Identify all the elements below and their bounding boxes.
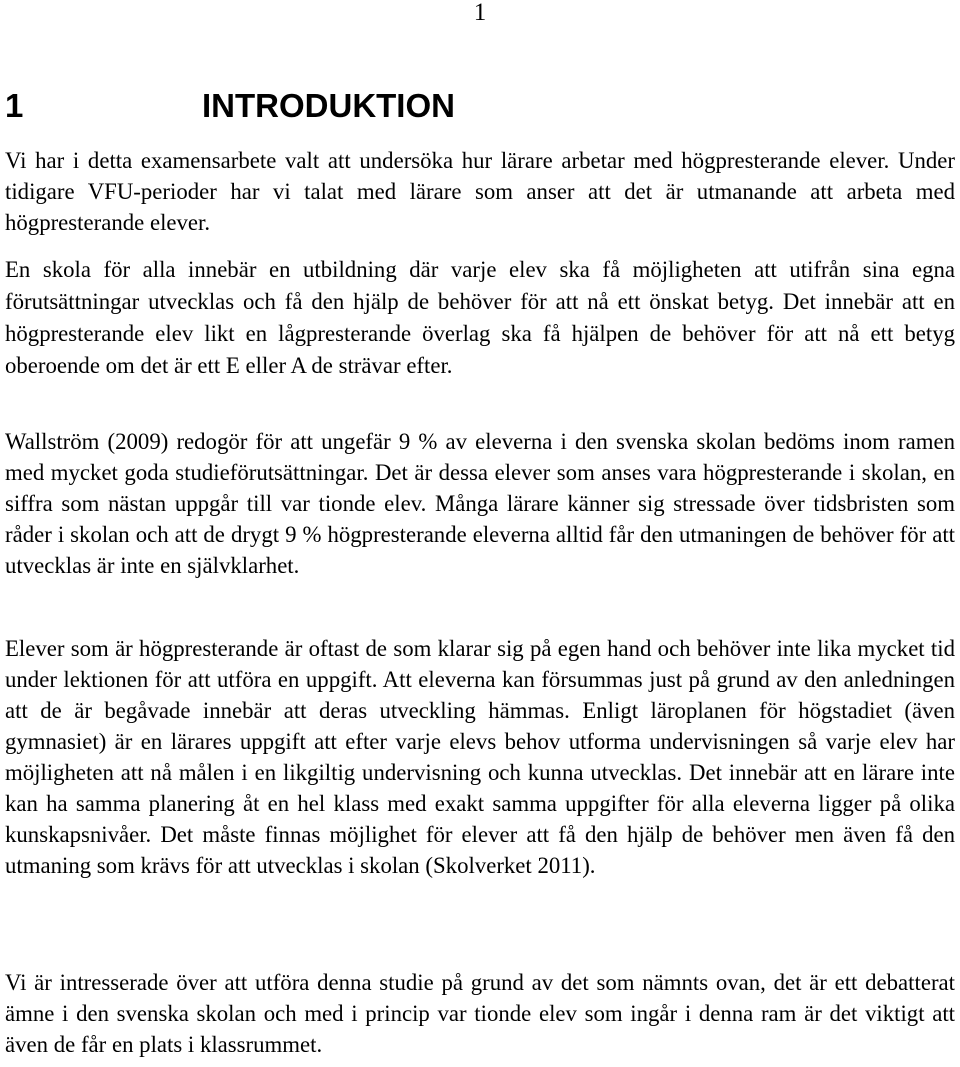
page-number: 1 bbox=[473, 0, 487, 26]
paragraph-high-performing-students: Elever som är högpresterande är oftast de som klarar sig på egen hand och behöver inte lika mycket tid under lektionen för att utföra en uppgift. Att eleverna kan försummas just på grund av den anledningen att de är begåvade innebär att deras utveckling hämmas. Enligt läroplanen för högstadiet (även gymnasiet) är en lärares uppgift att efter varje elevs behov utforma undervisningen så varje elev har möjligheten att nå målen i en likgiltig undervisning och kunna utvecklas. Det innebär att en lärare inte kan ha samma planering åt en hel klass med exakt samma uppgifter för alla eleverna ligger på olika kunskapsnivåer. Det måste finnas möjlighet för elever att få den hjälp de behöver men även få den utmaning som krävs för att utvecklas i skolan (Skolverket 2011). bbox=[5, 636, 955, 878]
section-number: 1 bbox=[5, 87, 24, 124]
paragraph-school-for-all: En skola för alla innebär en utbildning där varje elev ska få möjligheten att utifrån sina egna förutsättningar utvecklas och få den hjälp de behöver för att nå ett önskat betyg. Det innebär att en högpresterande elev likt en lågpresterande överlag ska få hjälpen de behöver för att nå ett betyg oberoende om det är ett E eller A de strävar efter. bbox=[5, 257, 955, 378]
paragraph-study-motivation: Vi är intresserade över att utföra denna studie på grund av det som nämnts ovan, det är ett debatterat ämne i den svenska skolan och med i princip var tionde elev som ingår i denna ram är det viktigt att även de får en plats i klassrummet. bbox=[5, 970, 955, 1057]
section-heading bbox=[5, 87, 455, 125]
paragraph-introduction: Vi har i detta examensarbete valt att undersöka hur lärare arbetar med högpresterande elever. Under tidigare VFU-perioder har vi talat med lärare som anser att det är utmanande att arbeta med högpresterande elever. bbox=[5, 148, 955, 235]
paragraph-wallstrom: Wallström (2009) redogör för att ungefär 9 % av eleverna i den svenska skolan bedöms inom ramen med mycket goda studieförutsättningar. Det är dessa elever som anses vara högpresterande i skolan, en siffra som nästan uppgår till var tionde elev. Många lärare känner sig stressade över tidsbristen som råder i skolan och att de drygt 9 % högpresterande eleverna alltid får den utmaningen de behöver för att utvecklas är inte en självklarhet. bbox=[5, 429, 955, 578]
section-title: INTRODUKTION bbox=[202, 87, 455, 124]
